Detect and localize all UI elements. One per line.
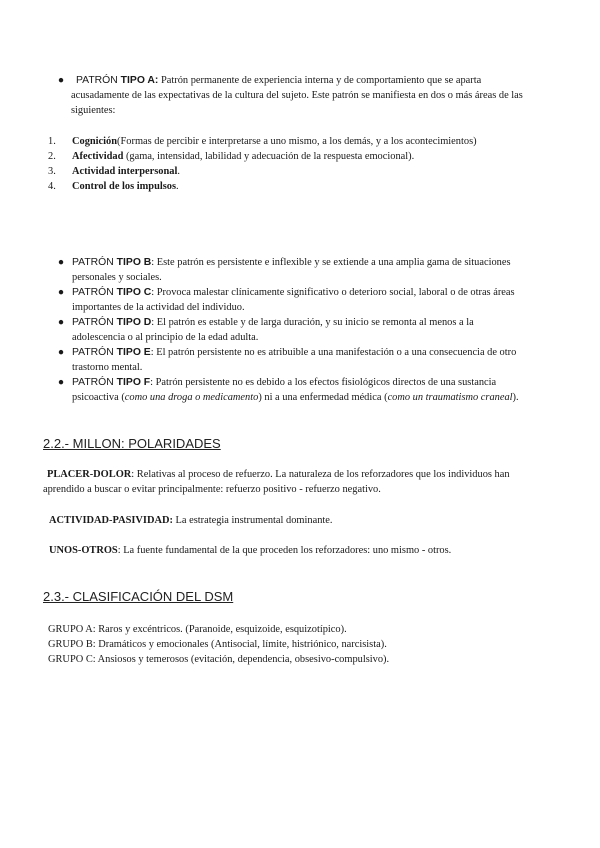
tipo-f-text: ) ni a una enfermedad médica (	[258, 392, 388, 403]
bullet: ●	[57, 317, 65, 328]
area-number: 2.	[48, 151, 56, 162]
area-text: .	[176, 181, 179, 192]
placer-dolor-line2: aprendido a buscar o evitar principalmente: refuerzo positivo - refuerzo negativo.	[43, 484, 381, 495]
area-text: (gama, intensidad, labilidad y adecuación de la respuesta emocional).	[123, 151, 415, 162]
bullet: ●	[57, 347, 65, 358]
tipo-line1: : El patrón es estable y de larga duración, y su inicio se remonta al menos a la	[151, 317, 474, 328]
area-number: 3.	[48, 166, 56, 177]
actividad-label: ACTIVIDAD-PASIVIDAD:	[49, 515, 173, 526]
tipo-line2: personales y sociales.	[72, 272, 162, 283]
tipo-line1: : El patrón persistente no es atribuible a una manifestación o a una consecuencia de otro	[150, 347, 517, 358]
tipo-f-text: psicoactiva (	[72, 392, 125, 403]
tipo-lead: PATRÓN	[72, 287, 117, 298]
tipo-label: TIPO E	[116, 347, 151, 358]
area-text: .	[177, 166, 180, 177]
tipo-f-italic: como un traumatismo craneal	[387, 392, 513, 403]
grupo-a: GRUPO A: Raros y excéntricos. (Paranoide, esquizoide, esquizotípico).	[48, 624, 347, 635]
placer-dolor-text: : Relativas al proceso de refuerzo. La naturaleza de los reforzadores que los individuos han	[131, 469, 510, 480]
actividad-text: La estrategia instrumental dominante.	[172, 515, 333, 526]
bullet: ●	[57, 257, 65, 268]
tipo-line2: importantes de la actividad del individuo.	[72, 302, 245, 313]
area-label: Cognición	[72, 136, 118, 147]
grupo-c: GRUPO C: Ansiosos y temerosos (evitación, dependencia, obsesivo-compulsivo).	[48, 654, 390, 665]
tipo-line1: : Este patrón es persistente e inflexible y se extiende a una amplia gama de situaciones	[151, 257, 511, 268]
area-number: 1.	[48, 136, 56, 147]
tipo-lead: PATRÓN	[72, 257, 117, 268]
bullet: ●	[57, 287, 65, 298]
area-text: (Formas de percibir e interpretarse a uno mismo, a los demás, y a los acontecimientos)	[117, 136, 477, 147]
tipo-line1: : Patrón persistente no es debido a los efectos fisiológicos directos de una sustancia	[150, 377, 497, 388]
unos-label: UNOS-OTROS	[49, 545, 118, 556]
tipo-line1: : Provoca malestar clínicamente significativo o deterioro social, laboral o de otras áreas	[151, 287, 515, 298]
tipo-label: TIPO D	[116, 317, 152, 328]
tipo-label: TIPO C	[116, 287, 152, 298]
section-heading-dsm: 2.3.- CLASIFICACIÓN DEL DSM	[43, 589, 234, 604]
tipo-a-line1: Patrón permanente de experiencia interna y de comportamiento que se aparta	[158, 75, 482, 86]
unos-otros	[49, 543, 451, 558]
area-label: Actividad interpersonal	[72, 166, 178, 177]
area-label: Afectividad	[72, 151, 124, 162]
tipo-a-lead: PATRÓN	[76, 75, 121, 86]
tipo-f-italic: como una droga o medicamento	[124, 392, 259, 403]
actividad-pasividad	[49, 513, 332, 528]
tipo-label: TIPO B	[116, 257, 152, 268]
grupo-b: GRUPO B: Dramáticos y emocionales (Antisocial, límite, histriónico, narcisista).	[48, 639, 387, 650]
area-label: Control de los impulsos	[72, 181, 177, 192]
bullet: ●	[57, 75, 65, 86]
tipo-a-label: TIPO A:	[120, 75, 159, 86]
tipo-lead: PATRÓN	[72, 317, 117, 328]
tipo-line2: trastorno mental.	[72, 362, 143, 373]
tipo-line2: adolescencia o al principio de la edad adulta.	[72, 332, 259, 343]
tipo-lead: PATRÓN	[72, 377, 117, 388]
tipo-f-text: ).	[512, 392, 519, 403]
tipo-a-line2: acusadamente de las expectativas de la cultura del sujeto. Este patrón se manifiesta en dos o más áreas de las	[71, 90, 523, 101]
area-number: 4.	[48, 181, 56, 192]
bullet: ●	[57, 377, 65, 388]
section-heading-millon: 2.2.- MILLON: POLARIDADES	[43, 436, 221, 451]
tipo-lead: PATRÓN	[72, 347, 117, 358]
tipo-label: TIPO F	[116, 377, 151, 388]
unos-text: : La fuente fundamental de la que proceden los reforzadores: uno mismo - otros.	[117, 545, 452, 556]
placer-dolor-label: PLACER-DOLOR	[47, 469, 132, 480]
placer-dolor-line1	[47, 467, 510, 482]
tipo-a-line3: siguientes:	[71, 105, 116, 116]
